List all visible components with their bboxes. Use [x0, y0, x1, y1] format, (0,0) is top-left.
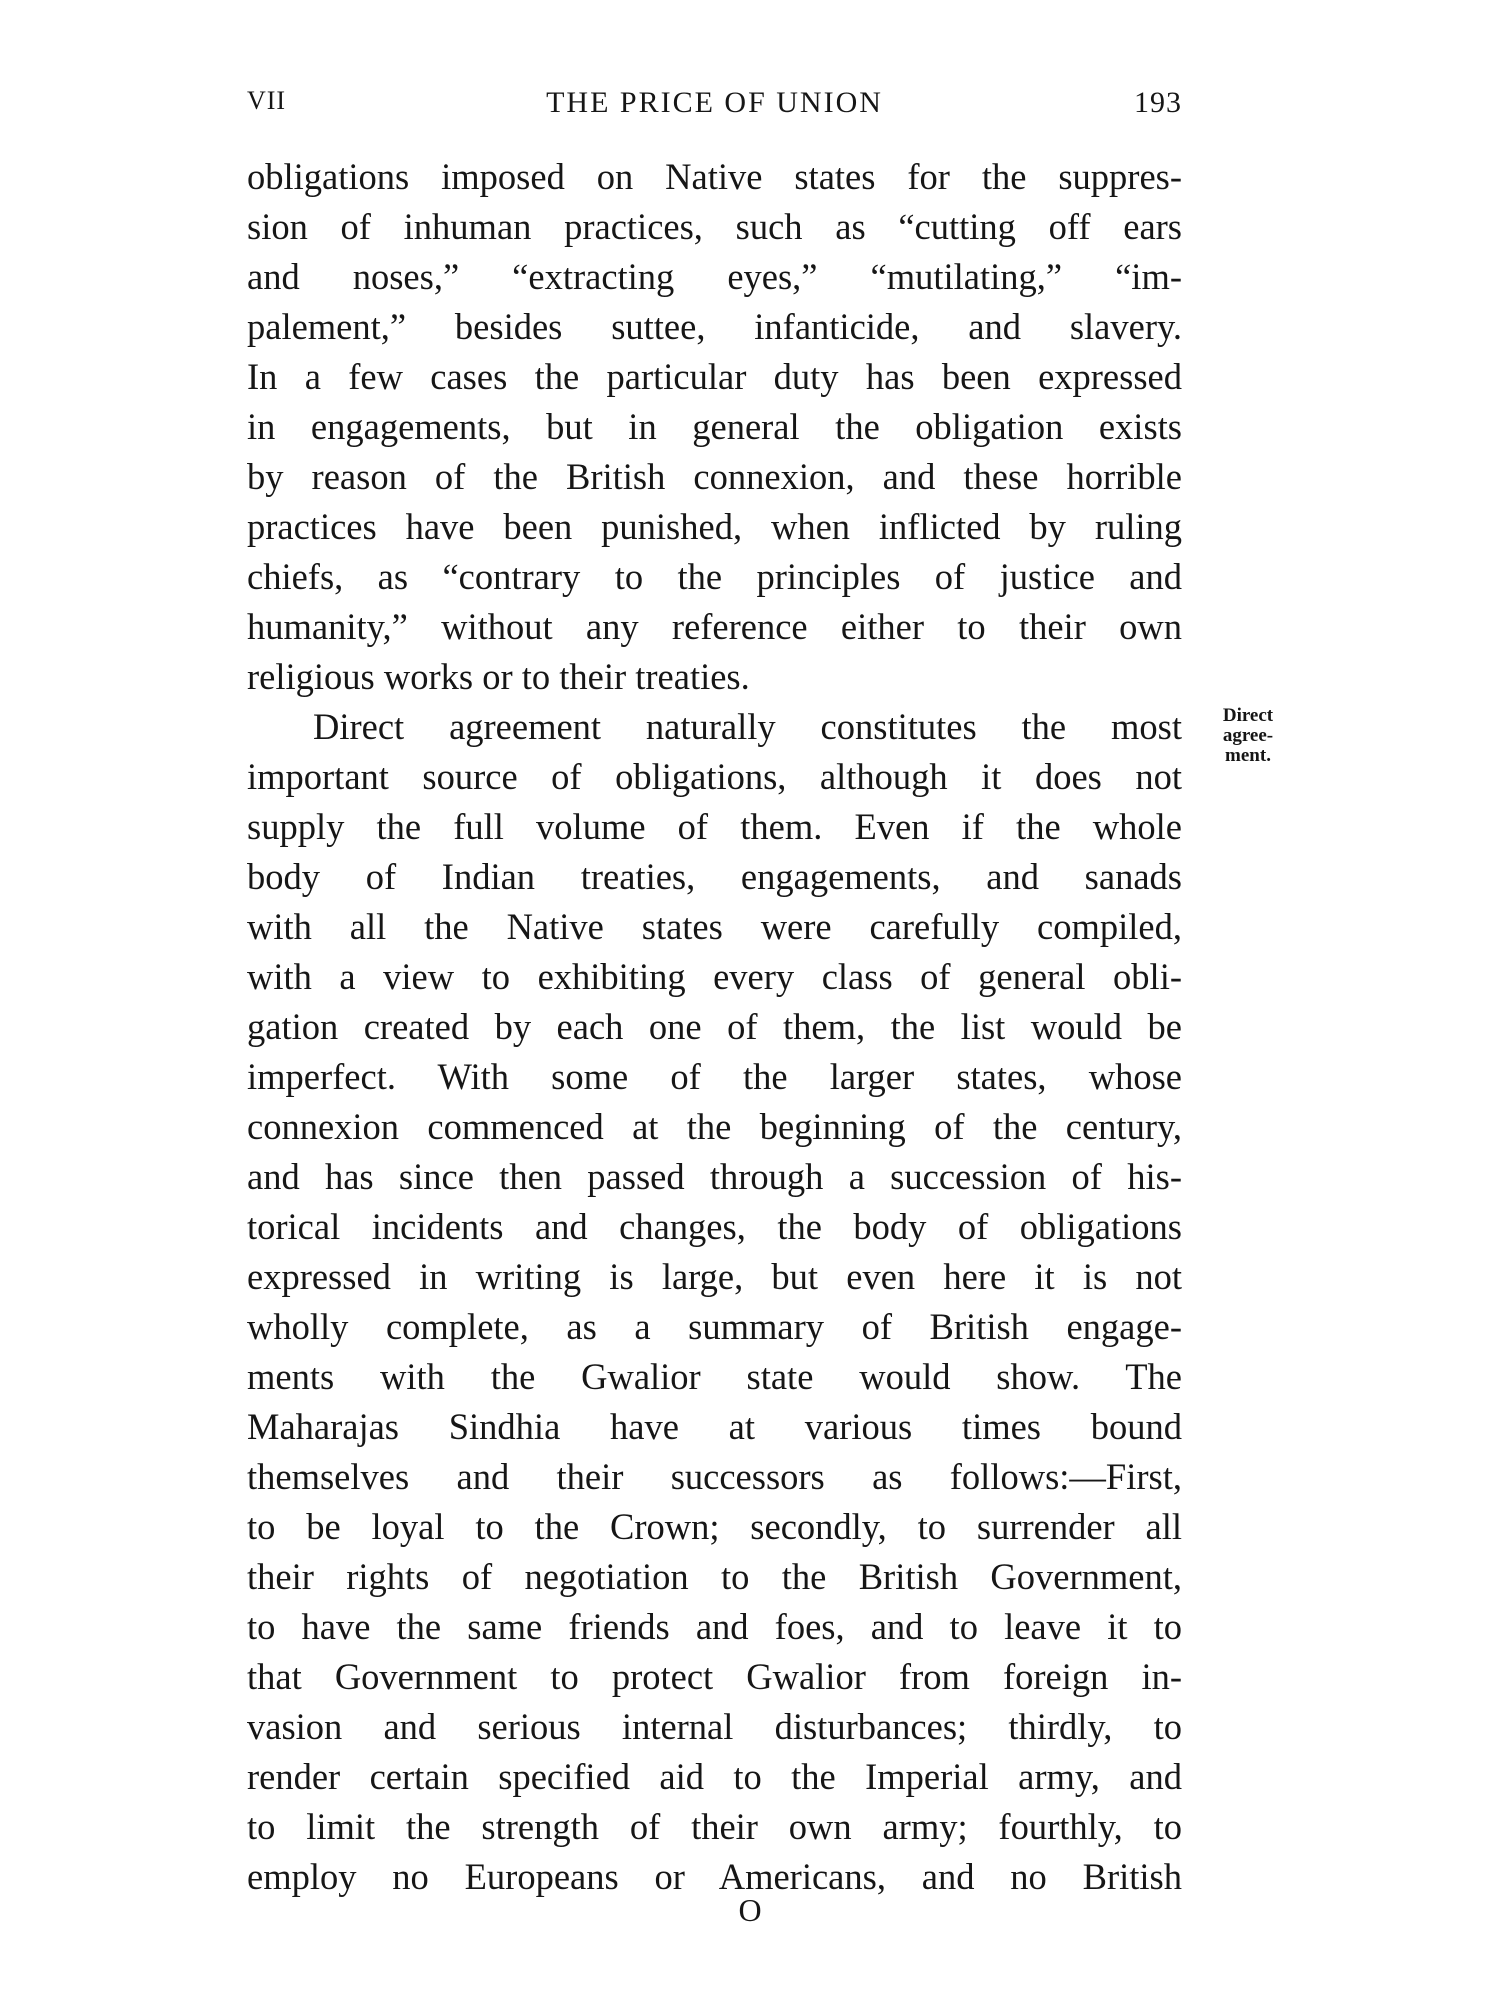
text-line: by reason of the British connexion, and these horrible	[247, 456, 1182, 497]
text-line: to limit the strength of their own army; fourthly, to	[247, 1806, 1182, 1847]
running-title: THE PRICE OF UNION	[546, 86, 883, 119]
marginal-note	[1203, 706, 1293, 766]
text-line: with all the Native states were carefully compiled,	[247, 906, 1182, 947]
text-line: to be loyal to the Crown; secondly, to surrender all	[247, 1506, 1182, 1547]
text-line: to have the same friends and foes, and to leave it to	[247, 1606, 1182, 1647]
text-line: that Government to protect Gwalior from foreign in-	[247, 1656, 1182, 1697]
chapter-number: VII	[247, 86, 287, 115]
text-line: body of Indian treaties, engagements, and sanads	[247, 856, 1182, 897]
text-line: expressed in writing is large, but even here it is not	[247, 1256, 1182, 1297]
text-line: Direct agreement naturally constitutes the most	[313, 706, 1182, 747]
marginal-note-line: ment.	[1225, 745, 1271, 766]
paragraph-2	[247, 702, 1182, 1902]
text-line: practices have been punished, when inflicted by ruling	[247, 506, 1182, 547]
text-line: supply the full volume of them. Even if the whole	[247, 806, 1182, 847]
text-line: In a few cases the particular duty has been expressed	[247, 356, 1182, 397]
text-line: Maharajas Sindhia have at various times bound	[247, 1406, 1182, 1447]
text-line: imperfect. With some of the larger states, whose	[247, 1056, 1182, 1097]
text-line: palement,” besides suttee, infanticide, and slavery.	[247, 306, 1182, 347]
text-line: humanity,” without any reference either to their own	[247, 606, 1182, 647]
text-line: ments with the Gwalior state would show. The	[247, 1356, 1182, 1397]
text-line: obligations imposed on Native states for the suppres-	[247, 156, 1182, 197]
text-line: employ no Europeans or Americans, and no British	[247, 1856, 1182, 1897]
text-line: render certain specified aid to the Imperial army, and	[247, 1756, 1182, 1797]
text-line: vasion and serious internal disturbances; thirdly, to	[247, 1706, 1182, 1747]
signature-mark: O	[738, 1892, 762, 1928]
text-line: connexion commenced at the beginning of the century,	[247, 1106, 1182, 1147]
text-line: with a view to exhibiting every class of general obli-	[247, 956, 1182, 997]
text-line: gation created by each one of them, the list would be	[247, 1006, 1182, 1047]
text-line: religious works or to their treaties.	[247, 656, 750, 697]
text-line: important source of obligations, although it does not	[247, 756, 1182, 797]
text-line: torical incidents and changes, the body of obligations	[247, 1206, 1182, 1247]
marginal-note-line: Direct	[1222, 705, 1274, 726]
running-head	[247, 86, 1182, 126]
text-line: wholly complete, as a summary of British engage-	[247, 1306, 1182, 1347]
page-number: 193	[1134, 86, 1182, 119]
text-line: and noses,” “extracting eyes,” “mutilating,” “im-	[247, 256, 1182, 297]
text-line: in engagements, but in general the obligation exists	[247, 406, 1182, 447]
text-line: themselves and their successors as follows:—First,	[247, 1456, 1182, 1497]
text-line: chiefs, as “contrary to the principles of justice and	[247, 556, 1182, 597]
text-line: and has since then passed through a succession of his-	[247, 1156, 1182, 1197]
paragraph-1	[247, 152, 1182, 702]
text-line: sion of inhuman practices, such as “cutting off ears	[247, 206, 1182, 247]
text-line: their rights of negotiation to the British Government,	[247, 1556, 1182, 1597]
marginal-note-line: agree-	[1222, 725, 1274, 746]
body-text	[247, 152, 1182, 1902]
